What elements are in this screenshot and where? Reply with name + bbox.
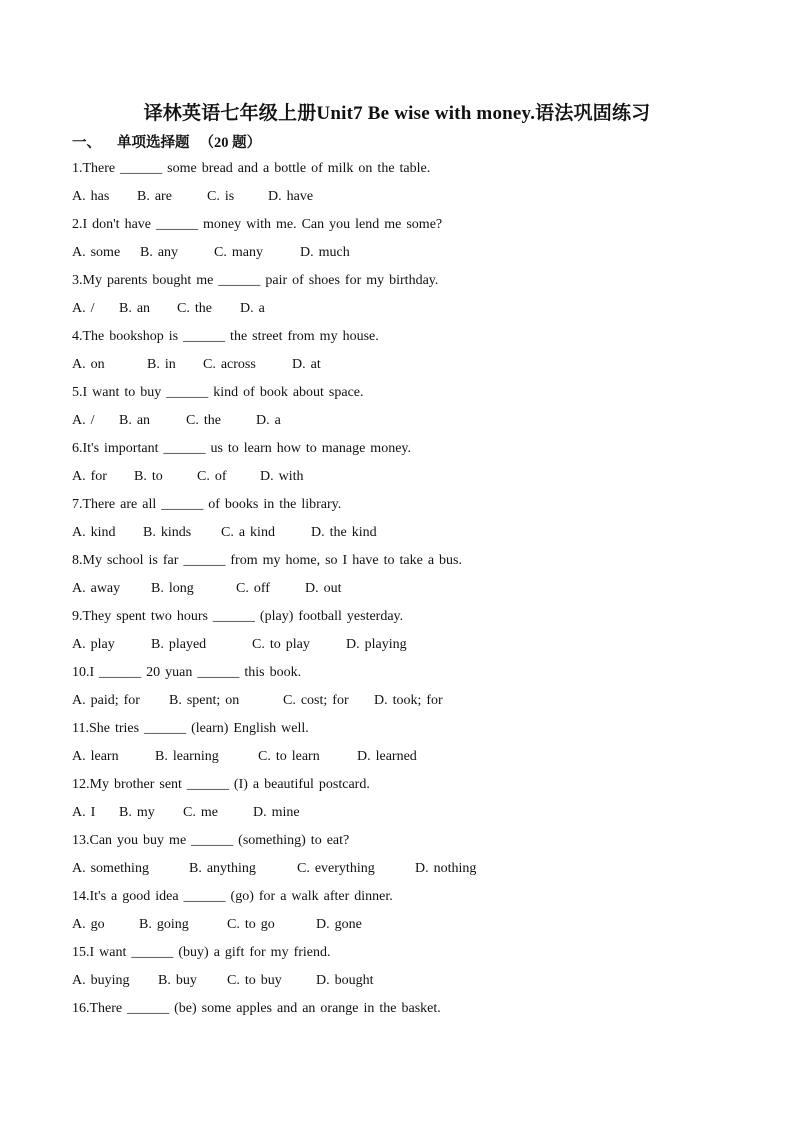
question-stem: 6.It's important ______ us to learn how to manage money. — [72, 441, 411, 456]
option-d[interactable]: D. out — [305, 581, 342, 596]
option-a[interactable]: A. play — [72, 637, 115, 652]
question-stem: 16.There ______ (be) some apples and an orange in the basket. — [72, 1001, 441, 1016]
option-b[interactable]: B. anything — [189, 861, 256, 876]
option-a[interactable]: A. away — [72, 581, 121, 596]
option-c[interactable]: C. cost; for — [283, 693, 349, 708]
question-stem: 8.My school is far ______ from my home, so I have to take a bus. — [72, 553, 462, 568]
option-d[interactable]: D. took; for — [374, 693, 443, 708]
option-b[interactable]: B. played — [151, 637, 207, 652]
question-stem: 5.I want to buy ______ kind of book about space. — [72, 385, 364, 400]
option-c[interactable]: C. the — [186, 413, 221, 428]
option-c[interactable]: C. to play — [252, 637, 310, 652]
question-stem: 3.My parents bought me ______ pair of shoes for my birthday. — [72, 273, 439, 288]
option-d[interactable]: D. playing — [346, 637, 407, 652]
option-a[interactable]: A. paid; for — [72, 693, 140, 708]
option-b[interactable]: B. kinds — [143, 525, 192, 540]
option-b[interactable]: B. going — [139, 917, 189, 932]
option-c[interactable]: C. is — [207, 189, 235, 204]
option-c[interactable]: C. a kind — [221, 525, 275, 540]
option-d[interactable]: D. the kind — [311, 525, 377, 540]
option-a[interactable]: A. buying — [72, 973, 130, 988]
option-b[interactable]: B. an — [119, 301, 151, 316]
option-a[interactable]: A. kind — [72, 525, 116, 540]
option-a[interactable]: A. / — [72, 413, 95, 428]
question-stem: 15.I want ______ (buy) a gift for my friend. — [72, 945, 331, 960]
option-a[interactable]: A. learn — [72, 749, 119, 764]
option-c[interactable]: C. many — [214, 245, 263, 260]
option-b[interactable]: B. learning — [155, 749, 219, 764]
option-d[interactable]: D. learned — [357, 749, 417, 764]
option-d[interactable]: D. gone — [316, 917, 362, 932]
option-c[interactable]: C. everything — [297, 861, 375, 876]
option-c[interactable]: C. the — [177, 301, 212, 316]
question-stem: 1.There ______ some bread and a bottle of milk on the table. — [72, 161, 431, 176]
option-a[interactable]: A. I — [72, 805, 96, 820]
option-c[interactable]: C. off — [236, 581, 270, 596]
option-a[interactable]: A. / — [72, 301, 95, 316]
option-d[interactable]: D. a — [240, 301, 265, 316]
question-stem: 13.Can you buy me ______ (something) to eat? — [72, 833, 350, 848]
section-heading — [72, 131, 261, 152]
option-b[interactable]: B. spent; on — [169, 693, 240, 708]
option-d[interactable]: D. with — [260, 469, 304, 484]
option-d[interactable]: D. bought — [316, 973, 374, 988]
option-b[interactable]: B. an — [119, 413, 151, 428]
option-a[interactable]: A. has — [72, 189, 110, 204]
option-d[interactable]: D. a — [256, 413, 281, 428]
page-title: 译林英语七年级上册Unit7 Be wise with money.语法巩固练习 — [143, 103, 651, 124]
option-d[interactable]: D. mine — [253, 805, 300, 820]
option-b[interactable]: B. buy — [158, 973, 197, 988]
section-number: 一、 — [72, 135, 101, 151]
option-b[interactable]: B. my — [119, 805, 155, 820]
question-stem: 7.There are all ______ of books in the library. — [72, 497, 342, 512]
option-a[interactable]: A. something — [72, 861, 149, 876]
section-count: （20 题） — [199, 135, 262, 151]
option-c[interactable]: C. across — [203, 357, 256, 372]
option-a[interactable]: A. go — [72, 917, 105, 932]
section-name: 单项选择题 — [117, 135, 190, 151]
question-stem: 10.I ______ 20 yuan ______ this book. — [72, 665, 302, 680]
option-c[interactable]: C. to go — [227, 917, 275, 932]
option-c[interactable]: C. of — [197, 469, 227, 484]
option-d[interactable]: D. nothing — [415, 861, 477, 876]
option-d[interactable]: D. much — [300, 245, 350, 260]
question-stem: 9.They spent two hours ______ (play) football yesterday. — [72, 609, 404, 624]
option-d[interactable]: D. have — [268, 189, 314, 204]
option-a[interactable]: A. on — [72, 357, 105, 372]
option-d[interactable]: D. at — [292, 357, 321, 372]
option-c[interactable]: C. to buy — [227, 973, 282, 988]
question-stem: 12.My brother sent ______ (I) a beautiful postcard. — [72, 777, 370, 792]
question-stem: 4.The bookshop is ______ the street from my house. — [72, 329, 379, 344]
option-a[interactable]: A. for — [72, 469, 107, 484]
question-stem: 11.She tries ______ (learn) English well. — [72, 721, 309, 736]
option-a[interactable]: A. some — [72, 245, 121, 260]
option-b[interactable]: B. are — [137, 189, 172, 204]
option-c[interactable]: C. to learn — [258, 749, 320, 764]
option-b[interactable]: B. any — [140, 245, 179, 260]
option-c[interactable]: C. me — [183, 805, 218, 820]
question-stem: 2.I don't have ______ money with me. Can you lend me some? — [72, 217, 443, 232]
option-b[interactable]: B. to — [134, 469, 163, 484]
option-b[interactable]: B. in — [147, 357, 176, 372]
question-stem: 14.It's a good idea ______ (go) for a walk after dinner. — [72, 889, 393, 904]
option-b[interactable]: B. long — [151, 581, 194, 596]
